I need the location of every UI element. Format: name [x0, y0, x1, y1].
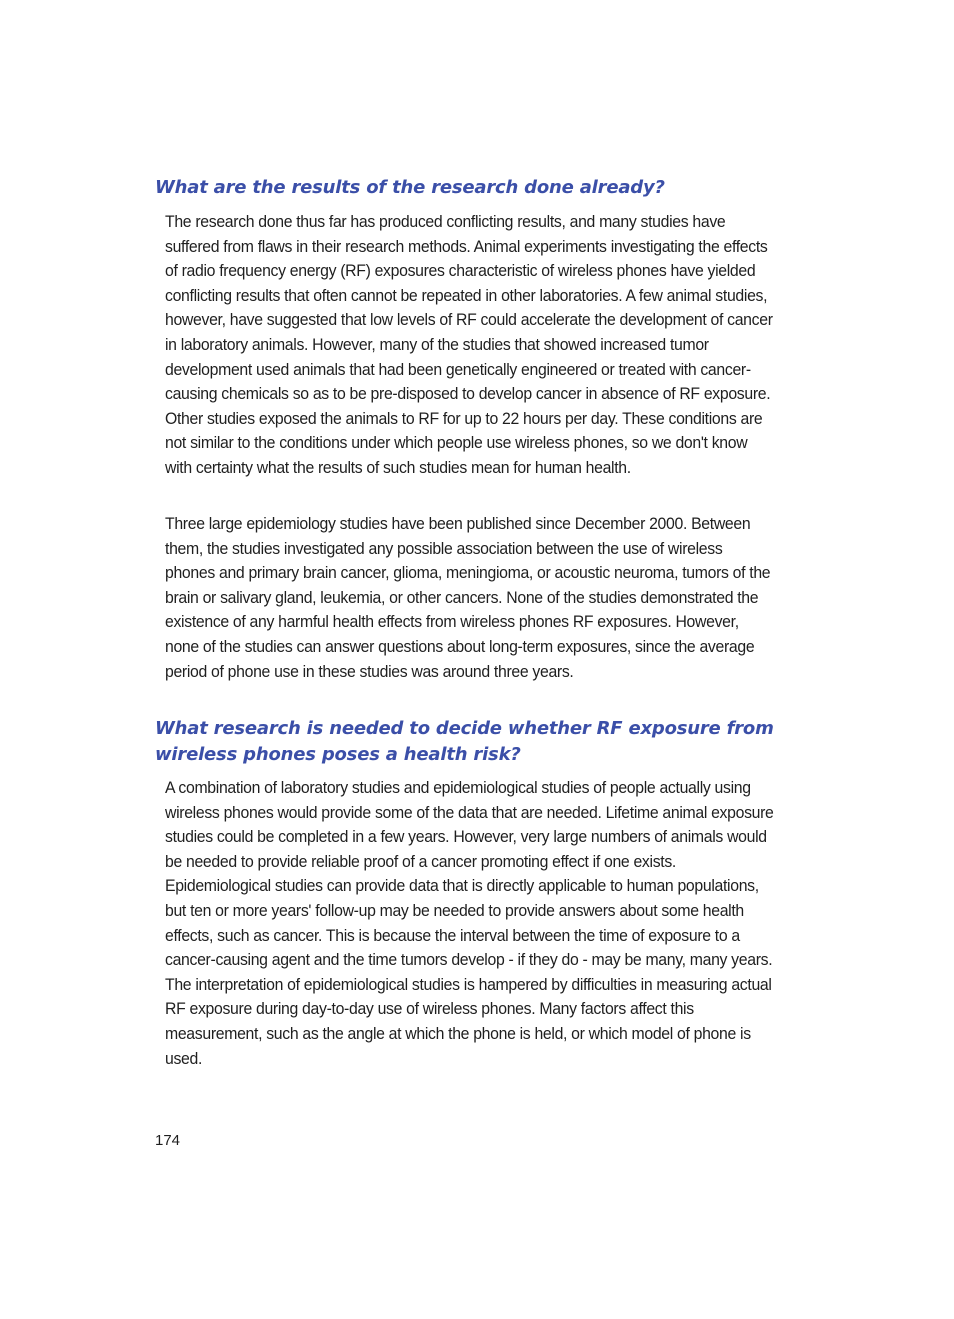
paragraph-research-results-1: The research done thus far has produced conflicting results, and many studies have suffered from flaws in their research methods. Animal experiments investigating the effects of radio frequency energy (RF) exposures characteristic of wireless phones have yielded conflicting results that often cannot be repeated in other laboratories. A few animal studies, however, have suggested that low levels of RF could accelerate the development of cancer in laboratory animals. However, many of the studies that showed increased tumor development used animals that had been genetically engineered or treated with cancer-causing chemicals so as to be pre-disposed to develop cancer in absence of RF exposure. Other studies exposed the animals to RF for up to 22 hours per day. These conditions are not similar to the conditions under which people use wireless phones, so we don't know with certainty what the results of such studies mean for human health.	[165, 212, 773, 477]
section-heading-research-results: What are the results of the research done already?	[155, 177, 665, 198]
section-heading-research-needed: What research is needed to decide whether RF exposure from wireless phones poses a health risk?	[155, 718, 774, 765]
paragraph-research-needed-1: A combination of laboratory studies and epidemiological studies of people actually using wireless phones would provide some of the data that are needed. Lifetime animal exposure studies could be completed in a few years. However, very large numbers of animals would be needed to provide reliable proof of a cancer promoting effect if one exists. Epidemiological studies can provide data that is directly applicable to human populations, but ten or more years' follow-up may be needed to provide answers about some health effects, such as cancer. This is because the interval between the time of exposure to a cancer-causing agent and the time tumors develop - if they do - may be many, many years. The interpretation of epidemiological studies is hampered by difficulties in measuring actual RF exposure during day-to-day use of wireless phones. Many factors affect this measurement, such as the angle at which the phone is held, or which model of phone is used.	[165, 778, 774, 1068]
paragraph-research-results-2: Three large epidemiology studies have been published since December 2000. Between them, the studies investigated any possible association between the use of wireless phones and primary brain cancer, glioma, meningioma, or acoustic neuroma, tumors of the brain or salivary gland, leukemia, or other cancers. None of the studies demonstrated the existence of any harmful health effects from wireless phones RF exposures. However, none of the studies can answer questions about long-term exposures, since the average period of phone use in these studies was around three years.	[165, 514, 771, 681]
page-number: 174	[155, 1132, 181, 1149]
